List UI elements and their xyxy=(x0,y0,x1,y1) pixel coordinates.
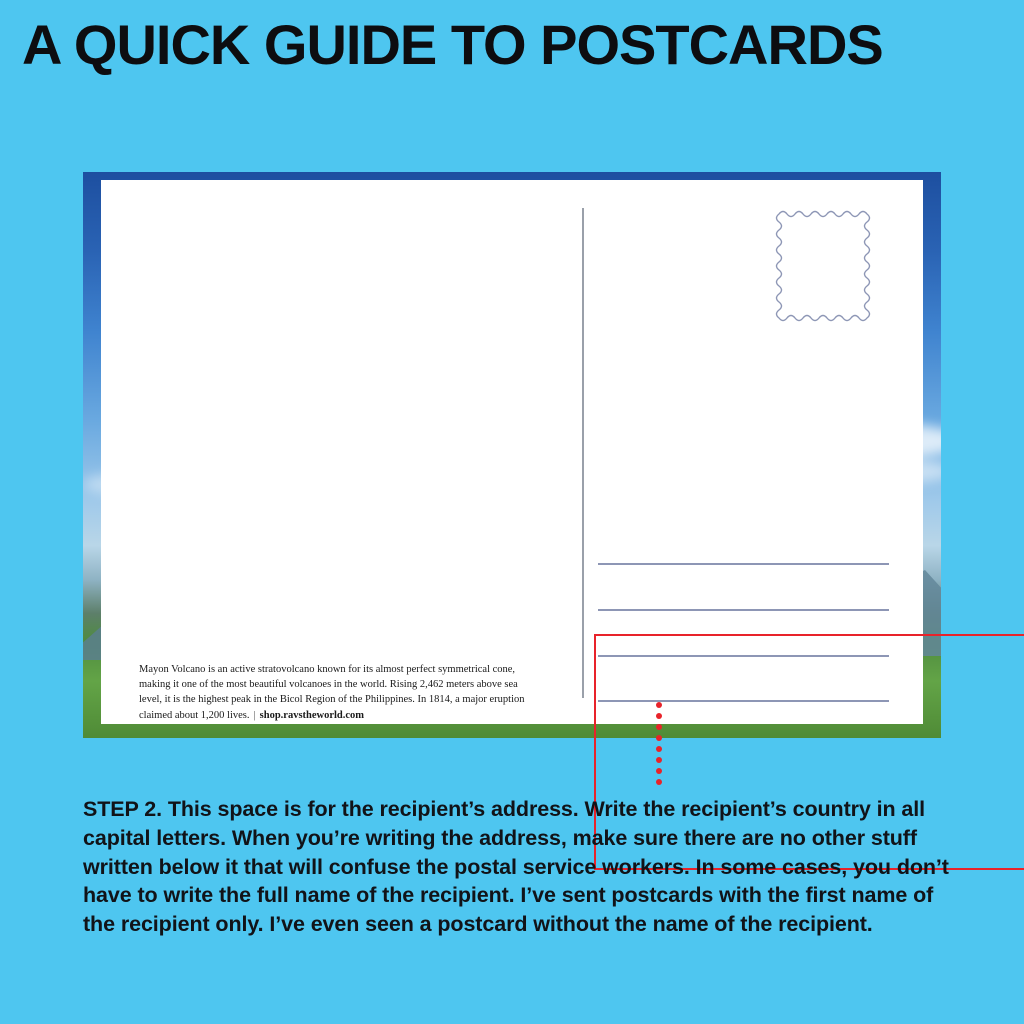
center-divider xyxy=(582,208,584,698)
address-line xyxy=(598,700,889,702)
caption-text: Mayon Volcano is an active stratovolcano known for its almost perfect symmetrical cone, making it one of the most beautiful volcanoes in the world. Rising 2,462 meters above sea level, it is the highest peak in the Bicol Region of the Philippines. In 1814, a major eruption claimed about 1,200 lives. xyxy=(139,664,525,721)
address-line xyxy=(598,655,889,657)
postcard-back-face xyxy=(101,180,923,724)
postcard-caption xyxy=(139,662,539,723)
dotted-callout-line xyxy=(656,702,662,782)
stamp-placeholder-icon xyxy=(775,206,875,339)
postcard-figure xyxy=(83,172,941,738)
step-description: STEP 2. This space is for the recipient’s address. Write the recipient’s country in all capital letters. When you’re writing the address, make sure there are no other stuff written below it that will confuse the postal service workers. In some cases, you don’t have to write the full name of the recipient. I’ve sent postcards with the first name of the recipient only. I’ve even seen a postcard without the name of the recipient. xyxy=(83,797,949,937)
caption-separator: | xyxy=(253,709,256,721)
address-line xyxy=(598,563,889,565)
address-line xyxy=(598,609,889,611)
caption-shop-url: shop.ravstheworld.com xyxy=(259,709,365,721)
page-title: A QUICK GUIDE TO POSTCARDS xyxy=(22,13,883,76)
